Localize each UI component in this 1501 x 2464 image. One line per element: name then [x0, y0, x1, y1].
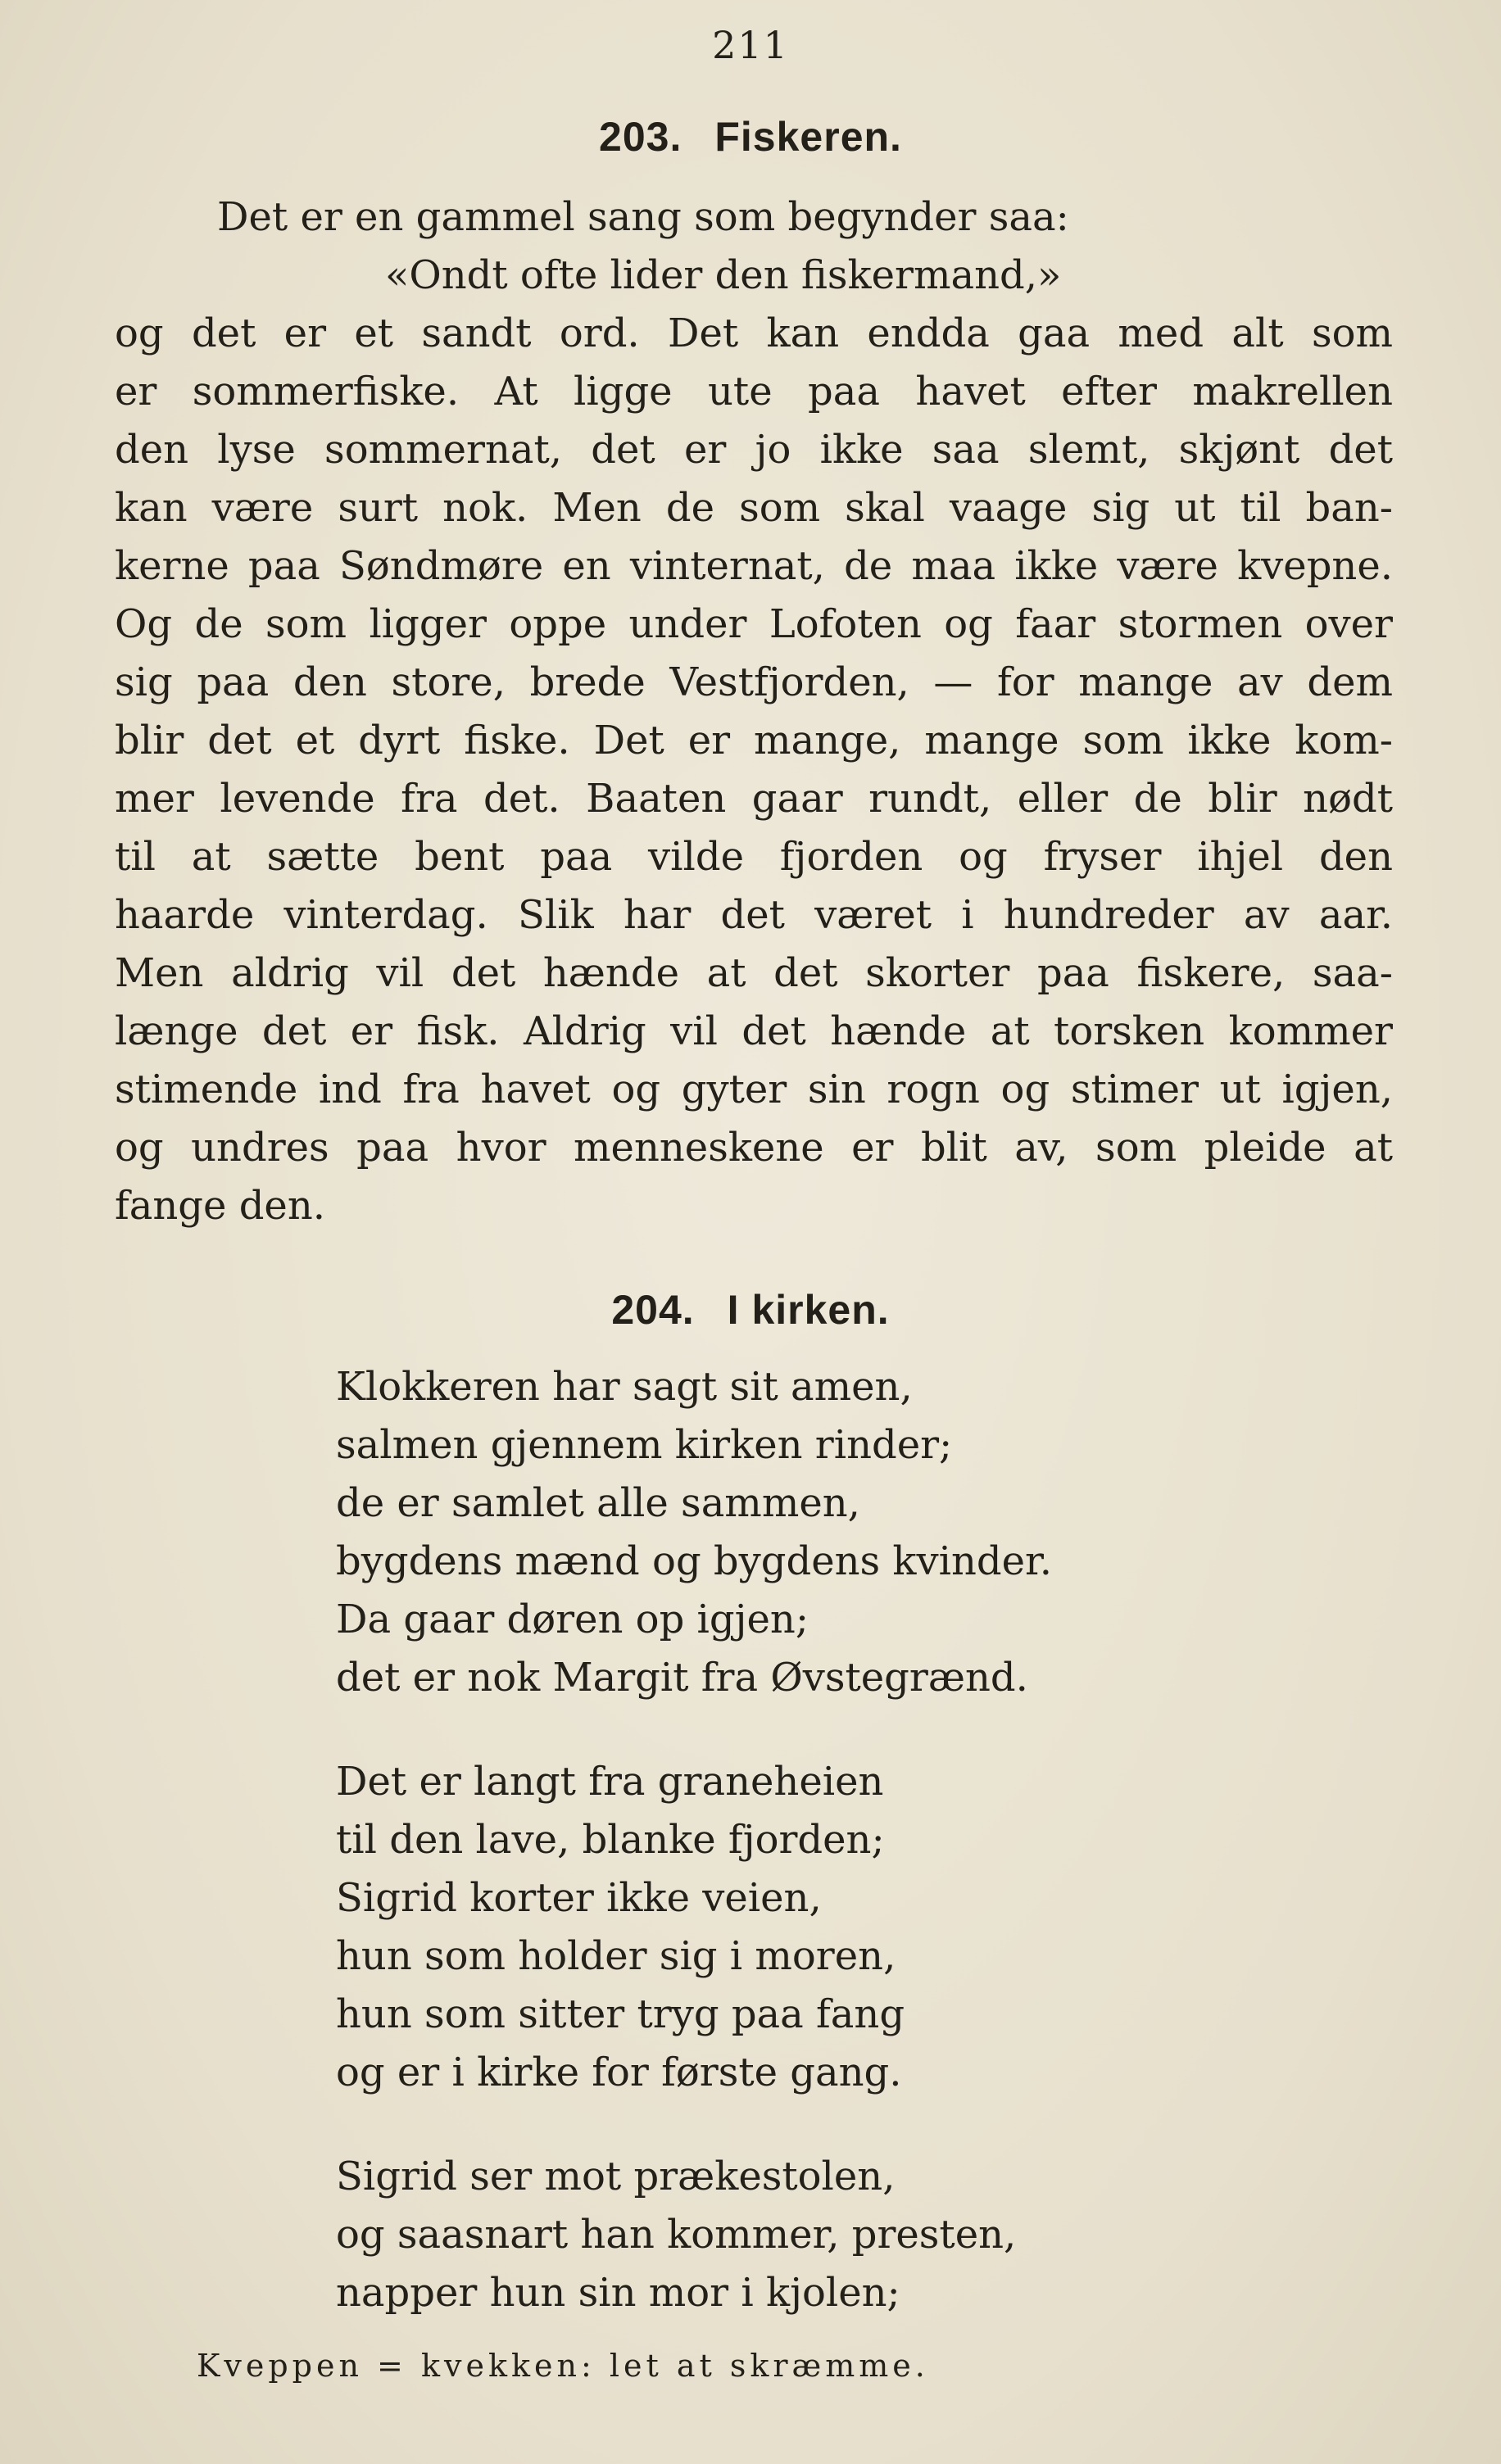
verse-line: de er samlet alle sammen,: [336, 1480, 860, 1526]
text-line: sig paa den store, brede Vestfjorden, — for mange av dem: [115, 659, 1393, 705]
text-line: og det er et sandt ord. Det kan endda gaa med alt som: [115, 310, 1393, 356]
prose-fiskeren: [115, 188, 1393, 1235]
text-line: Det er en gammel sang som begynder saa:: [217, 194, 1069, 240]
section-title: Fiskeren.: [714, 114, 902, 160]
verse-line: hun som holder sig i moren,: [336, 1933, 896, 1979]
verse-line: napper hun sin mor i kjolen;: [336, 2270, 900, 2316]
section-number: 204.: [611, 1287, 695, 1333]
text-line: Men aldrig vil det hænde at det skorter paa fiskere, saa-: [115, 950, 1393, 996]
section-title: I kirken.: [727, 1287, 890, 1333]
page-number: 211: [712, 23, 789, 67]
text-line: fange den.: [115, 1183, 325, 1229]
verse-line: Klokkeren har sagt sit amen,: [336, 1364, 913, 1410]
verse-line: til den lave, blanke fjorden;: [336, 1817, 885, 1863]
footnote: Kveppen = kvekken: let at skræmme.: [197, 2348, 929, 2384]
poem-stanza-2: [336, 1753, 905, 2102]
text-line: den lyse sommernat, det er jo ikke saa slemt, skjønt det: [115, 427, 1393, 473]
verse-line: Det er langt fra graneheien: [336, 1759, 884, 1805]
verse-line: det er nok Margit fra Øvstegrænd.: [336, 1655, 1028, 1701]
text-line: haarde vinterdag. Slik har det været i hundreder av aar.: [115, 892, 1393, 938]
poem-stanza-3: [336, 2148, 1016, 2322]
text-line: kan være surt nok. Men de som skal vaage sig ut til ban-: [115, 485, 1393, 531]
verse-line: Sigrid ser mot prækestolen,: [336, 2154, 896, 2199]
verse-line: hun som sitter tryg paa fang: [336, 1991, 905, 2037]
text-line: Og de som ligger oppe under Lofoten og faar stormen over: [115, 601, 1393, 647]
verse-line: salmen gjennem kirken rinder;: [336, 1422, 953, 1468]
text-line: kerne paa Søndmøre en vinternat, de maa ikke være kvepne.: [115, 543, 1393, 589]
verse-line: og er i kirke for første gang.: [336, 2050, 902, 2095]
text-line: «Ondt ofte lider den fiskermand,»: [385, 252, 1062, 298]
section-heading-203: [0, 113, 1501, 161]
text-line: stimende ind fra havet og gyter sin rogn og stimer ut igjen,: [115, 1067, 1393, 1112]
verse-line: og saasnart han kommer, presten,: [336, 2212, 1017, 2258]
text-line: mer levende fra det. Baaten gaar rundt, eller de blir nødt: [115, 776, 1393, 822]
verse-line: Da gaar døren op igjen;: [336, 1597, 809, 1642]
text-line: til at sætte bent paa vilde fjorden og fryser ihjel den: [115, 834, 1393, 880]
section-number: 203.: [599, 114, 682, 160]
section-heading-204: [0, 1286, 1501, 1334]
text-line: er sommerfiske. At ligge ute paa havet efter makrellen: [115, 369, 1393, 414]
verse-line: bygdens mænd og bygdens kvinder.: [336, 1538, 1052, 1584]
poem-stanza-1: [336, 1358, 1052, 1707]
verse-line: Sigrid korter ikke veien,: [336, 1875, 822, 1921]
text-line: blir det et dyrt fiske. Det er mange, mange som ikke kom-: [115, 718, 1393, 763]
text-line: og undres paa hvor menneskene er blit av, som pleide at: [115, 1125, 1393, 1171]
text-line: længe det er fisk. Aldrig vil det hænde at torsken kommer: [115, 1008, 1393, 1054]
